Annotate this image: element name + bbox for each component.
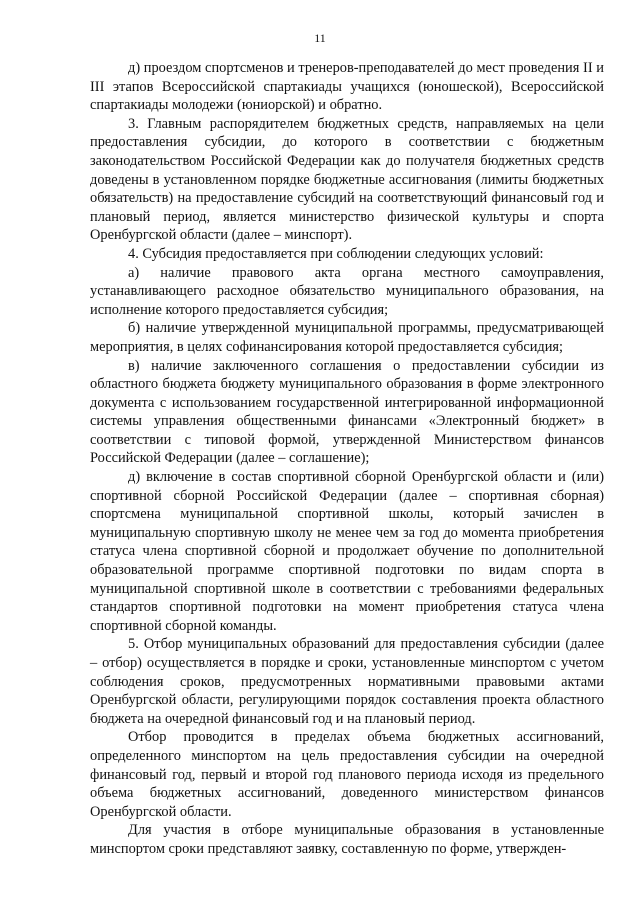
paragraph-transport: д) проездом спортсменов и тренеров-преподавателей до мест проведения II и III этапов Всероссийской спартакиады учащихся (юношеской), Всероссийской спартакиады молодежи (юниорской) и обратно. [90,60,604,114]
paragraph-application: Для участия в отборе муниципальные образования в установленные минспортом сроки представляют заявку, составленную по форме, утвержден- [90,822,604,857]
condition-d: д) включение в состав спортивной сборной Оренбургской области и (или) спортивной сборной Российской Федерации (далее – спортивная сборная) спортсмена муниципальной спортивной школы, который зачислен в муниципальную спортивную школу не менее чем за год до момента приобретения статуса члена спортивной сборной и продолжает обучение по дополнительной образовательной программе спортивной подготовки по видам спорта в муниципальной спортивной школе в соответствии с требованиями федеральных стандартов спортивной подготовки на момент приобретения статуса члена спортивной сборной команды. [90,469,604,634]
paragraph-5-selection: 5. Отбор муниципальных образований для предоставления субсидии (далее – отбор) осуществляется в порядке и сроки, установленные минспортом с учетом соблюдения сроков, предусмотренных нормативными правовыми актами Оренбургской области, регулирующими порядок составления проекта областного бюджета на очередной финансовый год и на плановый период. [90,636,604,727]
body-text [90,59,604,859]
condition-a: а) наличие правового акта органа местного самоуправления, устанавливающего расходное обязательство муниципального образования, на исполнение которого предоставляется субсидия; [90,264,604,318]
paragraph-4-conditions: 4. Субсидия предоставляется при соблюдении следующих условий: [128,245,544,262]
page-number: 11 [314,31,326,45]
condition-v: в) наличие заключенного соглашения о предоставлении субсидии из областного бюджета бюджету муниципального образования в форме электронного документа с использованием государственной интегрированной информационной системы управления общественными финансами «Электронный бюджет» в соответствии с типовой формой, утвержденной Министерством финансов Российской Федерации (далее – соглашение); [90,357,604,467]
condition-b: б) наличие утвержденной муниципальной программы, предусматривающей мероприятия, в целях софинансирования которой предоставляется субсидия; [90,320,604,355]
paragraph-selection-limits: Отбор проводится в пределах объема бюджетных ассигнований, определенного минспортом на цель предоставления субсидии на очередной финансовый год, первый и второй год планового периода исходя из предельного объема бюджетных ассигнований, доведенного министерством финансов Оренбургской области. [90,729,604,820]
paragraph-3-chief-manager: 3. Главным распорядителем бюджетных средств, направляемых на цели предоставления субсидии, до которого в соответствии с бюджетным законодательством Российской Федерации как до получателя бюджетных средств доведены в установленном порядке бюджетные ассигнования (лимиты бюджетных обязательств) на предоставление субсидий на соответствующий финансовый год и плановый период, является министерство физической культуры и спорта Оренбургской области (далее – минспорт). [90,115,604,244]
